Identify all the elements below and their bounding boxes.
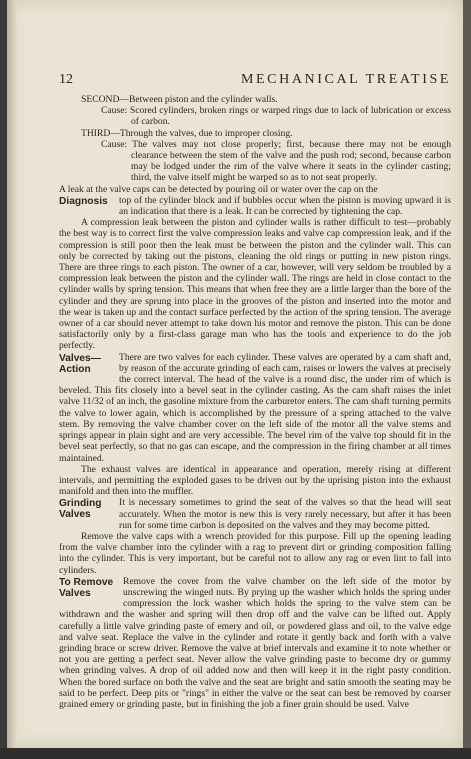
diagnosis-section: [59, 195, 451, 217]
remove-caps-paragraph: Remove the valve caps with a wrench provided for this purpose. Fill up the opening leading from the valve chamber into the cylinder with a rag to prevent dirt or grinding composition falling into the cylinder. This is very important, but be careful not to allow any rag or even lint to fall into cylinders.: [59, 530, 451, 576]
second-heading: SECOND—Between piston and the cylinder walls.: [81, 94, 278, 105]
book-page: [7, 0, 463, 748]
body-text: [59, 94, 451, 710]
running-head: [59, 72, 451, 90]
third-cause: Cause: The valves may not close properly; first, because there may not be enough clearance between the stem of the valve and the push rod; second, because carbon may be lodged under the rim of the valve where it seats in the cylinder casting; third, the valve itself might be warped so as to not seat properly.: [101, 138, 451, 184]
header-title: MECHANICAL TREATISE: [240, 72, 451, 87]
side-heading-diagnosis: Diagnosis: [59, 195, 108, 207]
second-cause: Cause: Scored cylinders, broken rings or warped rings due to lack of lubrication or excess of carbon.: [101, 105, 451, 128]
grinding-valves-paragraph: It is necessary sometimes to grind the seat of the valves so that the head will seat accurately. When the motor is new this is very rarely necessary, but after it has been run for some time carbon is deposited on the valves and they may become pitted.: [119, 497, 451, 531]
remove-valves-paragraph: Remove the cover from the valve chamber on the left side of the motor by unscrewing the winged nuts. By prying up the washer which holds the spring under compression the lock washer which holds the spring to the valve stem can be withdrawn and the washer and spring will then drop off and the valve can be lifted out. Apply carefully a little valve grinding paste of emery and oil, or powdered glass and oil, to the valve edge and valve seat. Replace the valve in the cylinder and rotate it gently back and forth with a valve grinding brace or screw driver. Remove the valve at brief intervals and examine it to note whether or not you are getting a perfect seat. Never allow the valve grinding paste to become dry or gummy when grinding valves. A drop of oil added now and then will keep it in the right pasty condition. When the bored surface on both the valve and the seat are bright and satin smooth the seating may be said to be perfect. Deep pits or "rings" in either the valve or the seat can best be removed by coarser grained emery or grinding paste, but in finishing the job a finer grain should be used. Valve: [59, 575, 451, 710]
leak-intro-paragraph: A leak at the valve caps can be detected by pouring oil or water over the cap on the: [59, 183, 378, 195]
side-heading-remove-valves: To Remove Valves: [59, 576, 114, 599]
page-number: 12: [59, 72, 73, 87]
side-heading-grinding-valves: Grinding Valves: [59, 498, 102, 521]
side-heading-valves-action: Valves—Action: [59, 352, 101, 375]
compression-paragraph: A compression leak between the piston and cylinder walls is rather difficult to test—probably the best way is to correct first the valve compression leaks and valve cap compression leak, and if the compression is still poor then the leak must be between the piston and the cylinder wall. This can only be corrected by taking out the pistons, cleaning the old rings or putting in new piston rings. There are three rings to each piston. The owner of a car, however, will very seldom be troubled by a compression leak between the piston and the cylinder wall. The rings are held in close contact to the cylinder walls by spring tension. This means that when free they are a little larger than the bore of the cylinder and they are sprung into place in the grooves of the piston and inserted into the motor and the wear is taken up and the contact surface perfected by the action of the spring tension. The average owner of a car should never attempt to take down his motor and remove the piston. This can be done satisfactorily only by a first-class garage man who has the tools and experience to do the job perfectly.: [59, 217, 451, 352]
remove-valves-section: [59, 576, 451, 710]
exhaust-paragraph: The exhaust valves are identical in appearance and operation, merely rising at different intervals, and permitting the exploded gases to be driven out by the uprising piston into the exhaust manifold and then into the muffler.: [59, 463, 451, 498]
book-edge-bottom: [0, 748, 471, 759]
grinding-valves-section: [59, 497, 451, 531]
third-heading: THIRD—Through the valves, due to improper closing.: [81, 127, 293, 139]
page-binding-shadow: [7, 0, 17, 748]
valves-action-section: [59, 352, 451, 464]
diagnosis-paragraph: top of the cylinder block and if bubbles occur when the piston is moving upward it is an indication that there is a leak. It can be corrected by tightening the cap.: [119, 194, 451, 218]
valves-action-paragraph: There are two valves for each cylinder. These valves are operated by a cam shaft and, by reason of the accurate grinding of each cam, raises or lowers the valves at precisely the correct interval. The head of the valve is a round disc, the under rim of which is beveled. This fits closely into a bevel seat in the cylinder casting. As the cam shaft raises the inlet valve 11/32 of an inch, the gasoline mixture from the carburetor enters. The cam shaft turning permits the valve to lower again, which is accomplished by the pressure of a spring attached to the valve stem. By removing the valve chamber cover on the left side of the motor all the valve stems and springs appear in plain sight and are very accessible. The bevel rim of the valve top should fit in the bevel seat perfectly, so that no gas can escape, and the compression in the firing chamber at all times maintained.: [59, 351, 451, 464]
book-edge-right: [463, 0, 471, 759]
